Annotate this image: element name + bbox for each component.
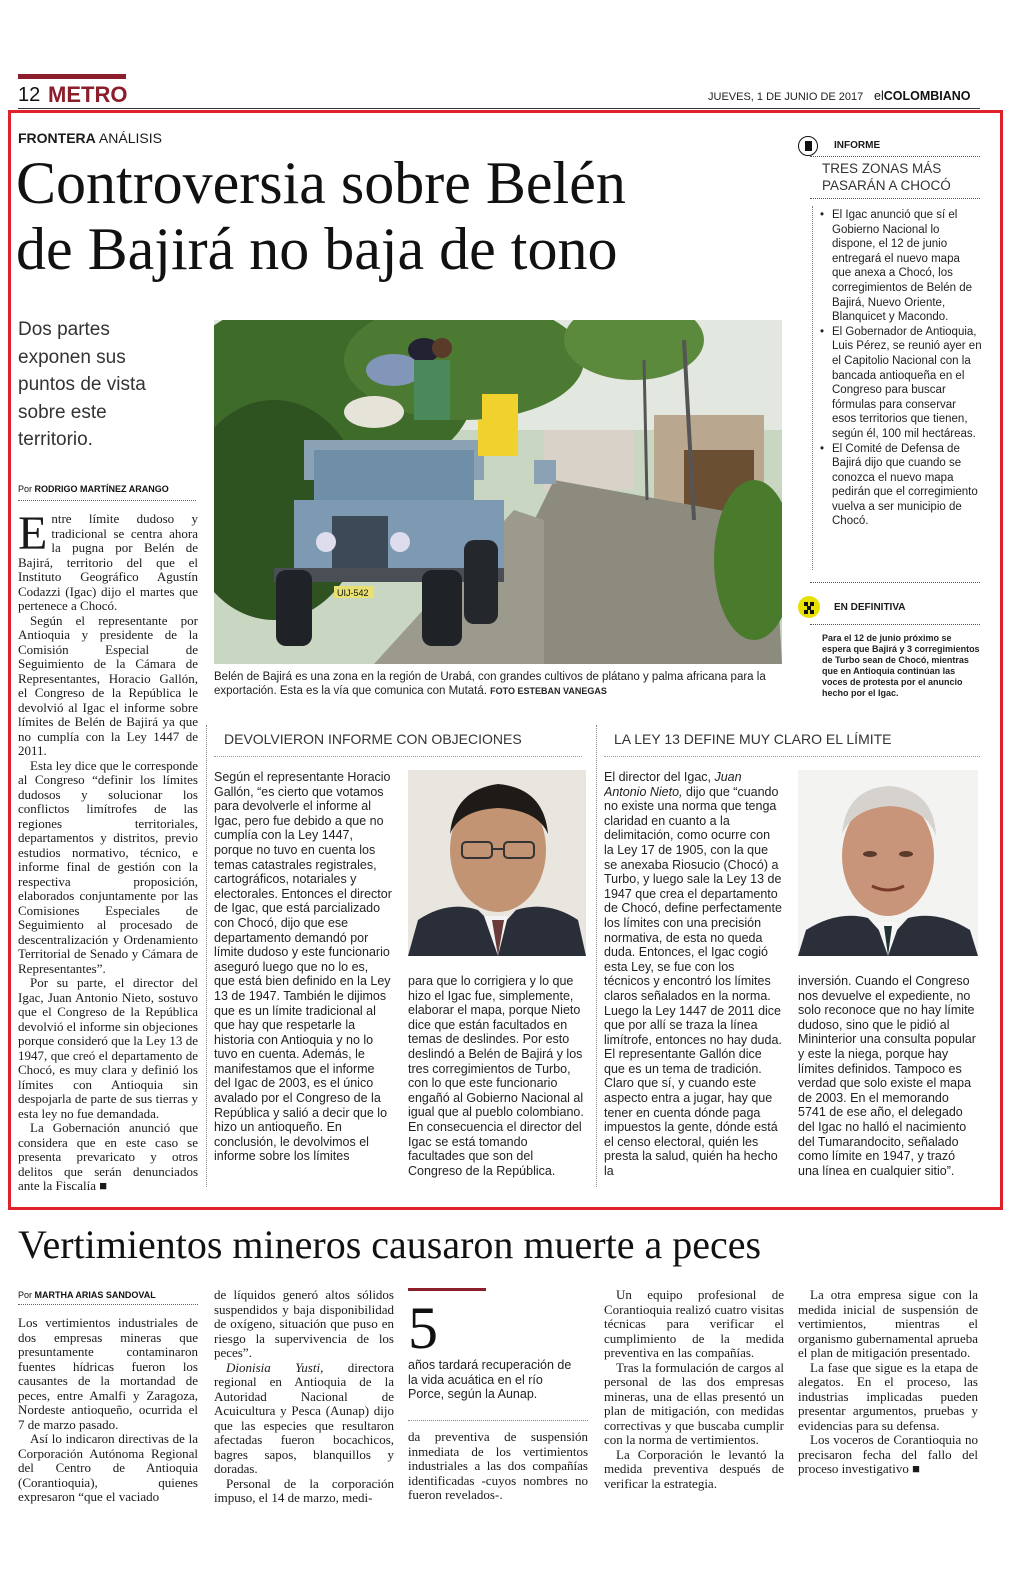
second-headline: Vertimientos mineros causaron muerte a peces xyxy=(18,1222,762,1267)
box-right-title-rule xyxy=(604,756,980,757)
box-divider-right xyxy=(596,725,597,1187)
sidebar-rule-top xyxy=(810,156,980,157)
brand-prefix: el xyxy=(874,89,884,103)
box-left-col1: Según el representante Horacio Gallón, “es cierto que votamos para devolverle el informe al Igac, pero fue debido a que no cumplía con la Ley 1447, porque no tuvo en cuenta los temas catastrales registrales, cartográficos, notariales y electorales. Entonces el director de Igac, que está parcializado con Chocó, dijo que ese departamento demandó por límite dudoso y este funcionario aseguró luego que no lo es, que está bien definido en la Ley 13 de 1947. También le dijimos que es un límite tradicional al que hay que respetarle la historia con Antioquia y no lo tuvo en cuenta. Además, le manifestamos que el informe del Igac de 2003, es el único avalado por el Congreso de la República y salió a decir que lo hizo un antioqueño. En conclusión, le devolvimos el informe sobre los límites xyxy=(214,770,392,1164)
second-col5-p3: Los voceros de Corantioquia no precisaron fecha del fallo del proceso investigativo xyxy=(798,1432,978,1476)
photo-caption-text: Belén de Bajirá es una zona en la región de Urabá, con grandes cultivos de plátano y palma africana para la exportación. Esta es la vía que comunica con Mutatá. xyxy=(214,671,766,697)
photo-caption xyxy=(214,670,782,698)
headline-line-2: de Bajirá no baja de tono xyxy=(16,216,618,282)
bullet-item: • El Gobernador de Antioquia, Luis Pérez, se reunió ayer en el Capitolio Nacional con la bancada antioqueña en el Congreso para buscar fórmulas para conservar esos territorios que tienen, según él, 100 mil hectáreas. xyxy=(818,325,982,442)
byline xyxy=(18,484,169,494)
main-body-p4: Por su parte, el director del Igac, Juan Antonio Nieto, sostuvo que el Congreso de la República devolvió el informe sin objeciones porque consideró que la Ley 13 de 1947, que creó el departamento de Chocó, es muy clara y definió los límites con Antioquia sin despojarla de parte de sus tierras y esta ley no fue demandada. xyxy=(18,975,198,1121)
informe-label: INFORME xyxy=(834,140,881,151)
second-col5-p1: La otra empresa sigue con la medida inicial de suspensión de vertimientos, mientras el organismo gubernamental aprueba el plan de mitigación presentado. xyxy=(798,1288,978,1360)
second-byline-prefix: Por xyxy=(18,1290,33,1300)
header-rule xyxy=(18,108,980,109)
box-left-title: DEVOLVIERON INFORME CON OBJECIONES xyxy=(224,731,522,747)
page-number: 12 xyxy=(18,84,41,106)
second-col5 xyxy=(798,1288,978,1512)
second-col2-p2: directora regional en Antioquia de la Autoridad Nacional de Acuicultura y Pesca (Aunap) dijo que las especies que resultaron afectadas fueron bocachicos, bagres sapos, blanquillos y doradas. xyxy=(214,1359,394,1476)
informe-title: TRES ZONAS MÁS PASARÁN A CHOCÓ xyxy=(822,161,951,193)
jeep-road-photo xyxy=(214,320,782,664)
box-right-col1-name: Juan Antonio Nieto, xyxy=(604,770,742,799)
second-col3: da preventiva de suspensión inmediata de los vertimientos industriales a las dos compañías identificadas -cuyos nombres no fueron revelados-. xyxy=(408,1430,588,1502)
second-col1 xyxy=(18,1316,198,1512)
sidebar-divider xyxy=(812,206,813,570)
main-body-p3: Esta ley dice que le corresponde al Congreso “definir los límites dudosos y solucionar los conflictos limítrofes de las regiones territoriales, departamentos y distritos, previo estudios normativo, técnico, e informe final de gestión con la respectiva proposición, elaborados conjuntamente por las Comisiones Especiales de Seguimiento al procesado de descentralización y Ordenamiento Territorial de Senado y Cámara de Representantes”. xyxy=(18,757,198,976)
photo-credit: FOTO ESTEBAN VANEGAS xyxy=(490,686,607,696)
section-name: METRO xyxy=(48,82,128,107)
second-col4-p2: Tras la formulación de cargos al personal de las dos empresas mineras, una de ellas presentó un plan de mitigación, con medidas correctivas y que buscaba cumplir con la norma de vertimientos. xyxy=(604,1359,784,1447)
informe-bullets xyxy=(818,208,982,529)
man-portrait-photo xyxy=(408,770,586,956)
box-left-title-rule xyxy=(214,756,582,757)
definitiva-rule xyxy=(810,624,980,625)
main-body-p2: Según el representante por Antioquia y presidente de la Comisión Especial de Seguimiento de la Cámara de Representantes, Horacio Gallón, el Congreso de la República le devolvió al Igac el informe sobre límites de Belén de Bajirá ya que no cumplía con la Ley 1447 de 2011. xyxy=(18,612,198,758)
second-col5-p2: La fase que sigue es la etapa de alegatos. En el proceso, las industrias implicadas pueden presentar argumentos, pruebas y evidencias para su defensa. xyxy=(798,1359,978,1433)
headline-line-1: Controversia sobre Belén xyxy=(16,150,626,216)
document-icon xyxy=(798,136,818,156)
gallon-portrait xyxy=(408,770,586,956)
second-col2-name: Dionisia Yusti, xyxy=(226,1359,324,1375)
main-headline xyxy=(16,150,776,282)
second-col4-p3: La Corporación le levantó la medida preventiva después de verificar la estrategia. xyxy=(604,1446,784,1491)
byline-author: RODRIGO MARTÍNEZ ARANGO xyxy=(34,484,169,494)
main-photo xyxy=(214,320,782,664)
main-body-p1: ntre límite dudoso y tradicional se centra ahora la pugna por Belén de Bajirá, territorio del que el Instituto Geográfico Agustín Codazzi (Igac) dijo el martes que pertenece a Chocó. xyxy=(18,512,198,613)
second-byline-author: MARTHA ARIAS SANDOVAL xyxy=(34,1290,156,1300)
box-right-col1 xyxy=(604,770,782,1190)
story-kicker xyxy=(18,130,162,146)
stat-rule xyxy=(408,1420,588,1421)
second-col2 xyxy=(214,1288,394,1512)
second-col4-p1: Un equipo profesional de Corantioquia realizó cuatro visitas técnicas para verificar el cumplimiento de la medida preventiva en las compañías. xyxy=(604,1288,784,1360)
second-col1-p2: Así lo indicaron directivas de la Corporación Autónoma Regional del Centro de Antioquia (Corantioquia), quienes expresaron “que el vaciado xyxy=(18,1431,198,1504)
definitiva-label: EN DEFINITIVA xyxy=(834,602,906,613)
second-end-mark: ■ xyxy=(912,1461,920,1476)
section-accent-bar xyxy=(18,74,126,79)
man-portrait-photo xyxy=(798,770,978,956)
second-byline xyxy=(18,1290,156,1300)
sidebar-rule-bottom xyxy=(810,582,980,583)
box-divider-left xyxy=(206,725,207,1187)
box-left-col2: para que lo corrigiera y lo que hizo el Igac fue, simplemente, elaborar el mapa, porque Nieto dice que están facultados en temas de deslindes. Por esto deslindó a Belén de Bajirá y los tres corregimientos de Turbo, con lo que este funcionario engañó al Gobierno Nacional al igual que al pueblo colombiano. En consecuencia el director del Igac se está tomando facultades que son del Congreso de la República. xyxy=(408,974,584,1178)
box-right-title: LA LEY 13 DEFINE MUY CLARO EL LÍMITE xyxy=(614,731,892,747)
license-plate: UIJ-542 xyxy=(337,588,369,598)
kicker-topic: FRONTERA xyxy=(18,130,96,146)
subhead: Dos partes exponen sus puntos de vista sobre este territorio. xyxy=(18,319,146,450)
stat-number: 5 xyxy=(408,1295,438,1361)
bullet-item: • El Igac anunció que sí el Gobierno Nacional lo dispone, el 12 de junio entregará el nuevo mapa que anexa a Chocó, los corregimientos de Belén de Bajirá, Nuevo Oriente, Blanquicet y Macondo. xyxy=(818,208,982,325)
kicker-type: ANÁLISIS xyxy=(98,130,162,146)
stat-accent-bar xyxy=(408,1288,486,1291)
checker-icon xyxy=(798,596,820,618)
nieto-portrait xyxy=(798,770,978,956)
second-col1-p1: Los vertimientos industriales de dos empresas mineras que presuntamente contaminaron fuentes hídricas fueron los causantes de la mortandad de peces, entre Amalfi y Zaragoza, Nordeste antioqueño, ocurrida el 7 de marzo pasado. xyxy=(18,1316,198,1432)
brand-name: COLOMBIANO xyxy=(883,89,971,103)
main-body xyxy=(18,512,198,1192)
second-byline-rule xyxy=(18,1304,198,1305)
box-right-col1-text: dijo que “cuando no existe una norma que tenga claridad en cuanto a la delimitación, como ocurre con la Ley 17 de 1905, con la que se anexaba Riosucio (Chocó) a Turbo, y luego sale la Ley 13 de 1947 que crea el departamento de Chocó, define perfectamente los límites con una precisión normativa, de esta no queda duda. Entonces, el Igac cogió esta Ley, se fue con los técnicos y encontró los límites claros señalados en la norma. Luego la Ley 1447 de 2011 dice que por allí se traza la línea limítrofe, entonces no hay duda. El representante Gallón dice que es un tema de tradición. Claro que sí, y cuando este aspecto entra a jugar, hay que tener en cuenta dónde paga impuestos la gente, dónde está el censo electoral, quién les presta la salud, quién ha hecho la xyxy=(604,784,782,1179)
stat-text: años tardará recuperación de la vida acuática en el río Porce, según la Aunap. xyxy=(408,1358,572,1402)
sidebar-rule-title xyxy=(810,198,980,199)
byline-rule xyxy=(18,500,196,501)
byline-prefix: Por xyxy=(18,484,33,494)
second-col2-p1: de líquidos generó altos sólidos suspendidos y baja disponibilidad de oxígeno, situación que puso en riesgo la supervivencia de los peces”. xyxy=(214,1288,394,1360)
end-mark: ■ xyxy=(99,1178,108,1192)
brand-logo xyxy=(874,89,971,103)
main-body-p5: La Gobernación anunció que considera que en este caso se presenta prevaricato y otros delitos que serán denunciados ante la Fiscalía xyxy=(18,1120,198,1192)
box-right-col1-pre: El director del Igac, xyxy=(604,770,711,784)
second-col2-p3: Personal de la corporación impuso, el 14 de marzo, medi- xyxy=(214,1475,394,1505)
second-col4 xyxy=(604,1288,784,1512)
definitiva-text: Para el 12 de junio próximo se espera que Bajirá y 3 corregimientos de Turbo sean de Chocó, mientras que en Antioquia continúan las voces de protesta por el anuncio hecho por el Igac. xyxy=(822,633,980,698)
bullet-item: • El Comité de Defensa de Bajirá dijo que cuando se conozca el nuevo mapa pedirán que el corregimiento vuelva a ser municipio de Chocó. xyxy=(818,442,982,530)
issue-date: JUEVES, 1 DE JUNIO DE 2017 xyxy=(708,91,864,103)
drop-cap: E xyxy=(18,512,48,560)
box-right-col2: inversión. Cuando el Congreso nos devuelve el expediente, no solo reconoce que no hay límite dudoso, sino que le pidió al Mininterior una consulta popular y este la niega, porque hay límites definidos. Tampoco es verdad que solo existe el mapa de 2003. En el memorando 5741 de ese año, el delegado del Igac no halló el nacimiento del Tumarandocito, señalado como límite en 1947, y trazó una línea en cualquier sitio”. xyxy=(798,974,976,1178)
